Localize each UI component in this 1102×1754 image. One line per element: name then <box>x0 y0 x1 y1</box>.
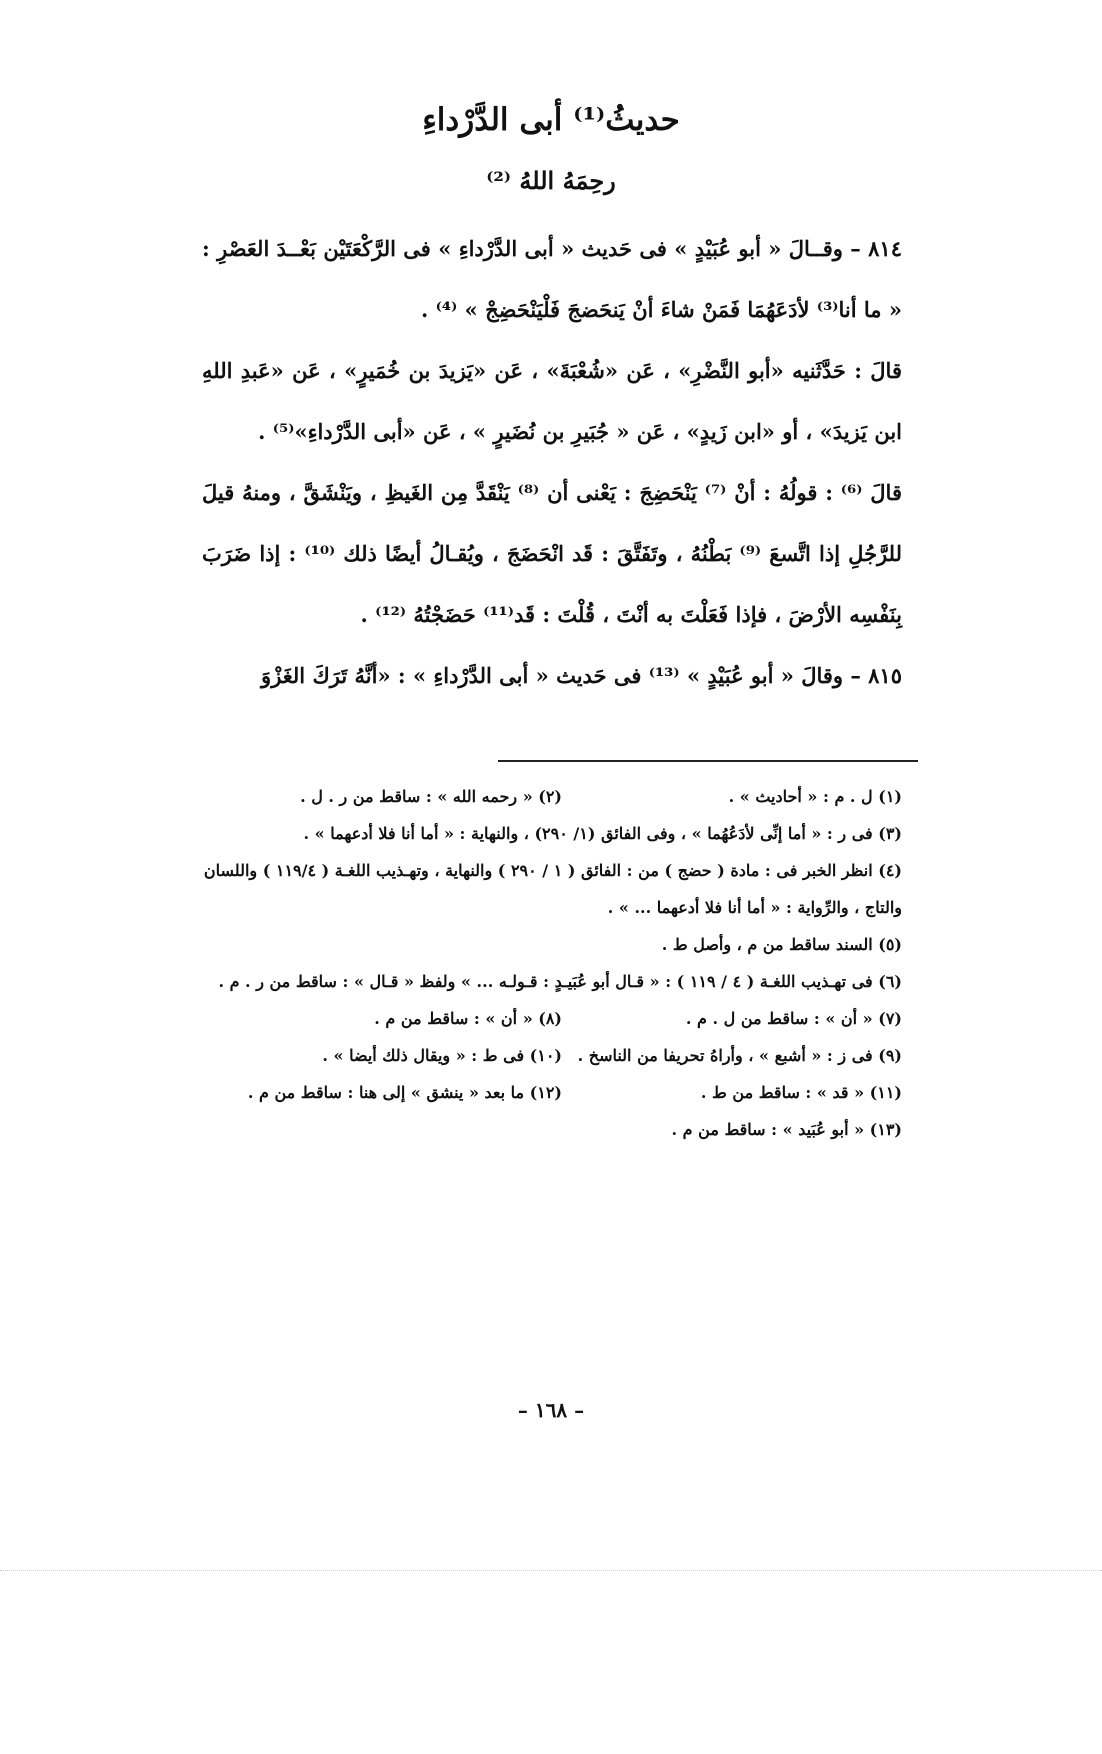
footnotes <box>202 778 902 1148</box>
footnote: (٣) فى ر : « أما إنِّى لأدَعُهُما » ، وفى الفائق (١/ ٢٩٠) ، والنهاية : « أما أنا فلا أدعهما » . <box>303 824 902 843</box>
footnote: (١٠) فى ط : « ويقال ذلك أيضا » . <box>322 1046 562 1065</box>
paragraph: ٨١٤ – وقــالَ « أبو عُبَيْدٍ » فى حَديث « أبى الدَّرْداءِ » فى الرَّكْعَتَيْن بَعْــدَ العَصْرِ : « ما أنا⁽³⁾ لأدَعَهُمَا فَمَنْ شاءَ أنْ يَنحَضجَ فَلْيَنْحَضِجْ » ⁽⁴⁾ . <box>202 236 902 322</box>
paragraph: قالَ : حَدَّثَنيه «أبو النَّضْرِ» ، عَن «شُعْبَةَ» ، عَن «يَزيدَ بن خُمَيرٍ» ، عَن «عَبدِ اللهِ ابن يَزيدَ» ، أو «ابن زَيدٍ» ، عَن « جُبَيرِ بن نُضَيرٍ » ، عَن «أبى الدَّرْداءِ»⁽⁵⁾ . <box>202 358 902 444</box>
footnote: (٢) « رحمه الله » : ساقط من ر . ل . <box>300 787 562 806</box>
footnote: (٦) فى تهـذيب اللغـة ( ٤ / ١١٩ ) : « قـال أبو عُبَيـدٍ : قـولـه ... » ولفظ « قـال » : ساقط من ر . م . <box>218 972 902 991</box>
footnote: (١٣) « أبو عُبَيد » : ساقط من م . <box>671 1120 902 1139</box>
paragraph: ٨١٥ – وقالَ « أبو عُبَيْدٍ » ⁽¹³⁾ فى حَديث « أبى الدَّرْداءِ » : «أنَّهُ تَرَكَ الغَزْوَ <box>261 663 902 688</box>
footnote-row <box>202 778 902 815</box>
paragraph: قالَ ⁽⁶⁾ : قولُهُ : أنْ ⁽⁷⁾ يَنْحَضِجَ : يَعْنى أن ⁽⁸⁾ يَنْقَدَّ مِن الغَيظِ ، ويَنْشَقَّ ، ومنهُ قيلَ للرَّجُلِ إذا اتَّسعَ ⁽⁹⁾ بَطْنُهُ ، وتَفَتَّقَ : قَد انْحَضَجَ ، ويُقـالُ أيضًا ذلك ⁽¹⁰⁾ : إذا ضَرَبَ بِنَفْسِه الأرْضَ ، فإذا فَعَلْتَ به أنْتَ ، قُلْتَ : قَد⁽¹¹⁾ حَضَجْتُهُ ⁽¹²⁾ . <box>202 480 902 627</box>
footnote: (١١) « قد » : ساقط من ط . <box>700 1083 902 1102</box>
footnote: (٤) انظر الخبر فى : مادة ( حضج ) من : الفائق ( ١ / ٢٩٠ ) والنهاية ، وتهـذيب اللغـة ( ١١٩/٤ ) واللسان والتاج ، والرِّواية : « أما أنا فلا أدعهما ... » . <box>203 861 902 917</box>
footnote: (٨) « أن » : ساقط من م . <box>374 1009 562 1028</box>
footnote-separator <box>498 760 918 762</box>
footnote: (٩) فى ز : « أشبع » ، وأراهُ تحريفا من الناسخ . <box>577 1046 902 1065</box>
page-title: حديثُ⁽¹⁾ أبى الدَّرْداءِ <box>422 102 680 138</box>
footnote: (١٢) ما بعد « ينشق » إلى هنا : ساقط من م . <box>247 1083 562 1102</box>
footnote-row <box>202 1037 902 1074</box>
page-subtitle: رحِمَهُ اللهُ ⁽²⁾ <box>486 166 616 195</box>
footnote-row <box>202 1074 902 1111</box>
footnote: (٧) « أن » : ساقط من ل . م . <box>685 1009 902 1028</box>
footnote: (١) ل . م : « أحاديث » . <box>728 787 902 806</box>
footnote: (٥) السند ساقط من م ، وأصل ط . <box>661 935 902 954</box>
scan-edge-line <box>0 1570 1102 1571</box>
page-number: – ١٦٨ – <box>517 1398 585 1422</box>
footnote-row <box>202 1000 902 1037</box>
main-text <box>202 218 902 706</box>
